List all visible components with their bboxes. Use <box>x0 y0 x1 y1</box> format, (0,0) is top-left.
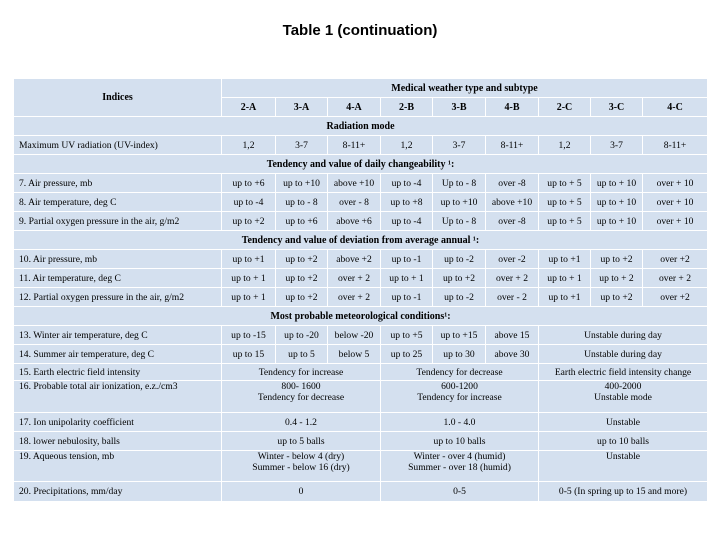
cell: up to 15 <box>222 345 276 364</box>
row-label: 17. Ion unipolarity coefficient <box>14 413 222 432</box>
cell: Unstable <box>539 451 708 482</box>
cell: up to +2 <box>433 269 486 288</box>
cell: over +2 <box>643 288 708 307</box>
cell: over - 2 <box>486 288 539 307</box>
cell: over + 10 <box>643 174 708 193</box>
type-header: 4-A <box>328 98 381 117</box>
cell: above +10 <box>328 174 381 193</box>
row-label: 14. Summer air temperature, deg C <box>14 345 222 364</box>
table-row <box>14 326 708 345</box>
cell: 1,2 <box>381 136 433 155</box>
cell: up to + 1 <box>222 288 276 307</box>
row-label: 16. Probable total air ionization, e.z./cm3 <box>14 381 222 413</box>
cell: 3-7 <box>433 136 486 155</box>
cell: up to + 1 <box>222 269 276 288</box>
table-row <box>14 136 708 155</box>
cell: up to + 10 <box>591 193 643 212</box>
cell: 8-11+ <box>486 136 539 155</box>
cell-line: Summer - over 18 (humid) <box>408 462 511 473</box>
cell: up to -15 <box>222 326 276 345</box>
cell: up to -20 <box>276 326 328 345</box>
section-radiation: Radiation mode <box>14 117 708 136</box>
cell: over + 10 <box>643 193 708 212</box>
cell: up to +2 <box>276 288 328 307</box>
type-header: 4-C <box>643 98 708 117</box>
cell: Tendency for increase <box>222 364 381 381</box>
table-row <box>14 193 708 212</box>
cell: up to + 5 <box>539 193 591 212</box>
row-label: 18. lower nebulosity, balls <box>14 432 222 451</box>
table-row <box>14 288 708 307</box>
cell: up to +1 <box>539 288 591 307</box>
cell: 0 <box>222 482 381 502</box>
cell: up to 5 balls <box>222 432 381 451</box>
row-label: 15. Earth electric field intensity <box>14 364 222 381</box>
cell: Unstable during day <box>539 345 708 364</box>
cell-line: Unstable mode <box>594 392 652 403</box>
cell: over -2 <box>486 250 539 269</box>
cell <box>381 381 539 413</box>
table-row <box>14 482 708 502</box>
row-label: 11. Air temperature, deg C <box>14 269 222 288</box>
cell: up to +2 <box>222 212 276 231</box>
cell <box>222 381 381 413</box>
cell: over -8 <box>486 212 539 231</box>
cell: up to 5 <box>276 345 328 364</box>
cell: over + 2 <box>328 288 381 307</box>
cell: 1,2 <box>222 136 276 155</box>
cell: 0-5 (In spring up to 15 and more) <box>539 482 708 502</box>
cell-line: Tendency for decrease <box>257 392 345 403</box>
cell: up to +2 <box>276 269 328 288</box>
cell: 1.0 - 4.0 <box>381 413 539 432</box>
cell: up to 10 balls <box>539 432 708 451</box>
row-label: 7. Air pressure, mb <box>14 174 222 193</box>
cell <box>222 451 381 482</box>
cell: over -8 <box>486 174 539 193</box>
cell: up to 10 balls <box>381 432 539 451</box>
cell: up to +6 <box>276 212 328 231</box>
weather-type-table <box>13 78 708 502</box>
cell: 0-5 <box>381 482 539 502</box>
cell: up to -4 <box>381 212 433 231</box>
cell: above 30 <box>486 345 539 364</box>
cell: Up to - 8 <box>433 212 486 231</box>
row-label: 9. Partial oxygen pressure in the air, g/m2 <box>14 212 222 231</box>
row-label: 8. Air temperature, deg C <box>14 193 222 212</box>
cell: Up to - 8 <box>433 174 486 193</box>
type-header: 2-A <box>222 98 276 117</box>
cell: 3-7 <box>276 136 328 155</box>
table-row <box>14 345 708 364</box>
cell: up to +2 <box>591 250 643 269</box>
cell: above +6 <box>328 212 381 231</box>
cell: below -20 <box>328 326 381 345</box>
section-annual: Tendency and value of deviation from average annual ¹: <box>14 231 708 250</box>
type-header: 2-C <box>539 98 591 117</box>
cell: up to -4 <box>222 193 276 212</box>
cell: below 5 <box>328 345 381 364</box>
cell-line: Summer - below 16 (dry) <box>252 462 350 473</box>
row-label: 10. Air pressure, mb <box>14 250 222 269</box>
cell: Tendency for decrease <box>381 364 539 381</box>
row-label: Maximum UV radiation (UV-index) <box>14 136 222 155</box>
cell: 8-11+ <box>328 136 381 155</box>
section-probable: Most probable meteorological conditions¹: <box>14 307 708 326</box>
table-row <box>14 364 708 381</box>
row-label: 12. Partial oxygen pressure in the air, g/m2 <box>14 288 222 307</box>
table-row <box>14 269 708 288</box>
cell: over + 2 <box>643 269 708 288</box>
cell: up to + 10 <box>591 212 643 231</box>
cell: up to + 5 <box>539 174 591 193</box>
cell: up to +1 <box>539 250 591 269</box>
weather-type-header: Medical weather type and subtype <box>222 79 708 98</box>
cell: above 15 <box>486 326 539 345</box>
cell: up to -4 <box>381 174 433 193</box>
cell: up to + 1 <box>381 269 433 288</box>
cell: up to -2 <box>433 288 486 307</box>
cell: up to +2 <box>591 288 643 307</box>
cell: over +2 <box>643 250 708 269</box>
type-header: 2-B <box>381 98 433 117</box>
row-label: 20. Precipitations, mm/day <box>14 482 222 502</box>
cell: up to - 8 <box>276 193 328 212</box>
cell: over + 2 <box>328 269 381 288</box>
cell: Earth electric field intensity change <box>539 364 708 381</box>
indices-header: Indices <box>14 79 222 117</box>
row-label: 13. Winter air temperature, deg C <box>14 326 222 345</box>
cell: up to -1 <box>381 288 433 307</box>
cell: up to + 2 <box>591 269 643 288</box>
cell-line: 600-1200 <box>441 381 478 392</box>
cell: up to +2 <box>276 250 328 269</box>
cell: Unstable <box>539 413 708 432</box>
cell: up to -1 <box>381 250 433 269</box>
cell: up to + 10 <box>591 174 643 193</box>
cell: 0.4 - 1.2 <box>222 413 381 432</box>
cell: up to 25 <box>381 345 433 364</box>
cell: up to + 1 <box>539 269 591 288</box>
table-row <box>14 432 708 451</box>
cell-line: Winter - over 4 (humid) <box>413 451 506 462</box>
table-row <box>14 212 708 231</box>
table-row <box>14 413 708 432</box>
type-header: 3-A <box>276 98 328 117</box>
cell: above +10 <box>486 193 539 212</box>
cell: up to +15 <box>433 326 486 345</box>
cell: 8-11+ <box>643 136 708 155</box>
cell: up to -2 <box>433 250 486 269</box>
cell <box>381 451 539 482</box>
table-row <box>14 250 708 269</box>
cell: up to 30 <box>433 345 486 364</box>
cell: up to +5 <box>381 326 433 345</box>
cell: over - 8 <box>328 193 381 212</box>
section-daily: Tendency and value of daily changeability ¹: <box>14 155 708 174</box>
type-header: 3-C <box>591 98 643 117</box>
cell: 3-7 <box>591 136 643 155</box>
cell: over + 2 <box>486 269 539 288</box>
cell-line: 400-2000 <box>604 381 642 392</box>
cell: Unstable during day <box>539 326 708 345</box>
type-header: 4-B <box>486 98 539 117</box>
cell-line: Winter - below 4 (dry) <box>257 451 345 462</box>
cell: up to +6 <box>222 174 276 193</box>
table-row <box>14 451 708 482</box>
cell: over + 10 <box>643 212 708 231</box>
cell: 1,2 <box>539 136 591 155</box>
table-row <box>14 174 708 193</box>
cell-line: 800- 1600 <box>281 381 321 392</box>
cell: above +2 <box>328 250 381 269</box>
cell: up to +8 <box>381 193 433 212</box>
page-title: Table 1 (continuation) <box>282 22 438 39</box>
row-label: 19. Aqueous tension, mb <box>14 451 222 482</box>
cell: up to + 5 <box>539 212 591 231</box>
type-header: 3-B <box>433 98 486 117</box>
cell: up to +10 <box>276 174 328 193</box>
cell: up to +1 <box>222 250 276 269</box>
table-row <box>14 381 708 413</box>
cell: up to +10 <box>433 193 486 212</box>
cell <box>539 381 708 413</box>
cell-line: Tendency for increase <box>417 392 502 403</box>
